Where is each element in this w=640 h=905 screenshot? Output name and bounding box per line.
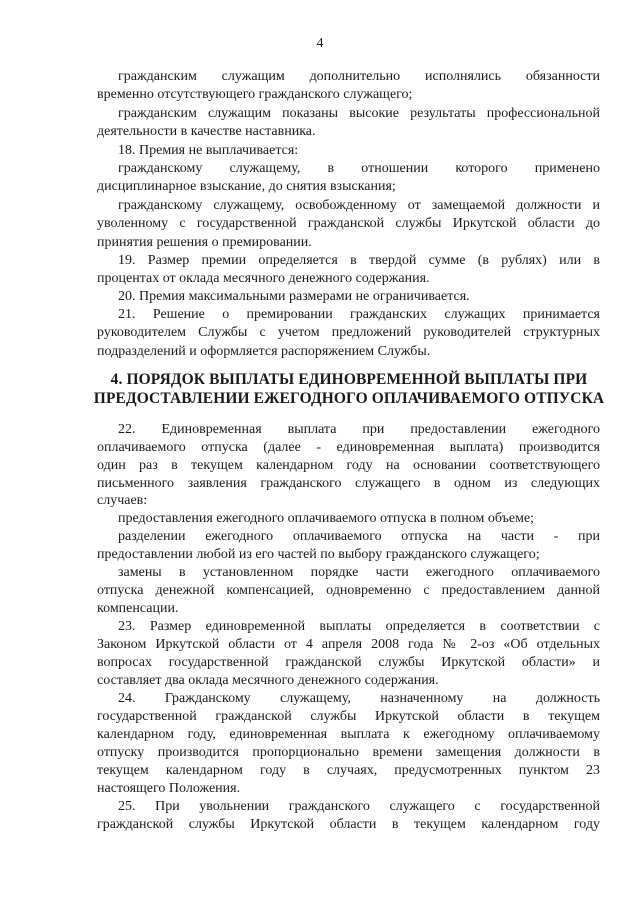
text-line: 25. При увольнении гражданского служащего с государственной [118, 799, 600, 814]
text-line: 20. Премия максимальными размерами не ограничивается. [118, 289, 470, 304]
text-line: разделении ежегодного оплачиваемого отпуска на части - при [118, 529, 600, 544]
text-line: подразделений и оформляется распоряжением Службы. [97, 344, 431, 359]
text-line: гражданским служащим дополнительно исполнялись обязанности [118, 69, 600, 84]
section-heading: ПРЕДОСТАВЛЕНИИ ЕЖЕГОДНОГО ОПЛАЧИВАЕМОГО ОТПУСКА [93, 390, 605, 407]
text-line: письменного заявления гражданского служащего в одном из следующих [97, 476, 600, 491]
text-line: замены в установленном порядке части ежегодного оплачиваемого [118, 565, 600, 580]
text-line: 18. Премия не выплачивается: [118, 143, 299, 158]
text-line: 19. Размер премии определяется в твердой сумме (в рублях) или в [118, 253, 600, 268]
text-line: настоящего Положения. [97, 781, 241, 796]
text-line: гражданскому служащему, освобожденному от замещаемой должности и [118, 198, 600, 213]
text-line: руководителем Службы с учетом предложений руководителей структурных [97, 325, 600, 340]
text-line: 23. Размер единовременной выплаты определяется в соответствии с [118, 619, 600, 634]
text-line: предоставления ежегодного оплачиваемого отпуска в полном объеме; [118, 511, 535, 526]
text-line: 22. Единовременная выплата при предоставлении ежегодного [118, 422, 600, 437]
text-line: составляет два оклада месячного денежного содержания. [97, 673, 439, 688]
text-line: Законом Иркутской области от 4 апреля 2008 года № 2-оз «Об отдельных [97, 637, 600, 652]
text-line: вопросах государственной гражданской службы Иркутской области» и [97, 655, 600, 670]
text-line: 21. Решение о премировании гражданских служащих принимается [118, 307, 600, 322]
page-number: 4 [316, 36, 324, 51]
text-line: уволенному с государственной гражданской службы Иркутской области до [97, 216, 600, 231]
text-line: 24. Гражданскому служащему, назначенному на должность [118, 691, 600, 706]
text-line: предоставлении любой из его частей по выбору гражданского служащего; [97, 547, 540, 562]
text-line: процентах от оклада месячного денежного содержания. [97, 271, 430, 286]
section-heading: 4. ПОРЯДОК ВЫПЛАТЫ ЕДИНОВРЕМЕННОЙ ВЫПЛАТЫ ПРИ [110, 371, 588, 388]
text-line: гражданским служащим показаны высокие результаты профессиональной [118, 106, 600, 121]
text-line: деятельности в качестве наставника. [97, 124, 316, 139]
text-line: гражданской службы Иркутской области в текущем календарном году [97, 817, 600, 832]
text-line: отпуску производится пропорционально времени замещения должности в [97, 745, 600, 760]
text-line: случаев: [97, 493, 148, 508]
text-line: гражданскому служащему, в отношении которого применено [118, 161, 600, 176]
text-line: государственной гражданской службы Иркутской области в текущем [97, 709, 600, 724]
text-line: компенсации. [97, 601, 179, 616]
text-line: временно отсутствующего гражданского служащего; [97, 87, 413, 102]
text-line: оплачиваемого отпуска (далее - единовременная выплата) производится [97, 440, 600, 455]
text-line: календарном году, единовременная выплата к ежегодному оплачиваемому [97, 727, 600, 742]
text-line: текущем календарном году в случаях, предусмотренных пунктом 23 [97, 763, 600, 778]
text-line: отпуска денежной компенсацией, одновременно с предоставлением данной [97, 583, 600, 598]
text-line: принятия решения о премировании. [97, 235, 312, 250]
text-line: один раз в текущем календарном году на основании соответствующего [97, 458, 600, 473]
text-line: дисциплинарное взыскание, до снятия взыскания; [97, 179, 396, 194]
